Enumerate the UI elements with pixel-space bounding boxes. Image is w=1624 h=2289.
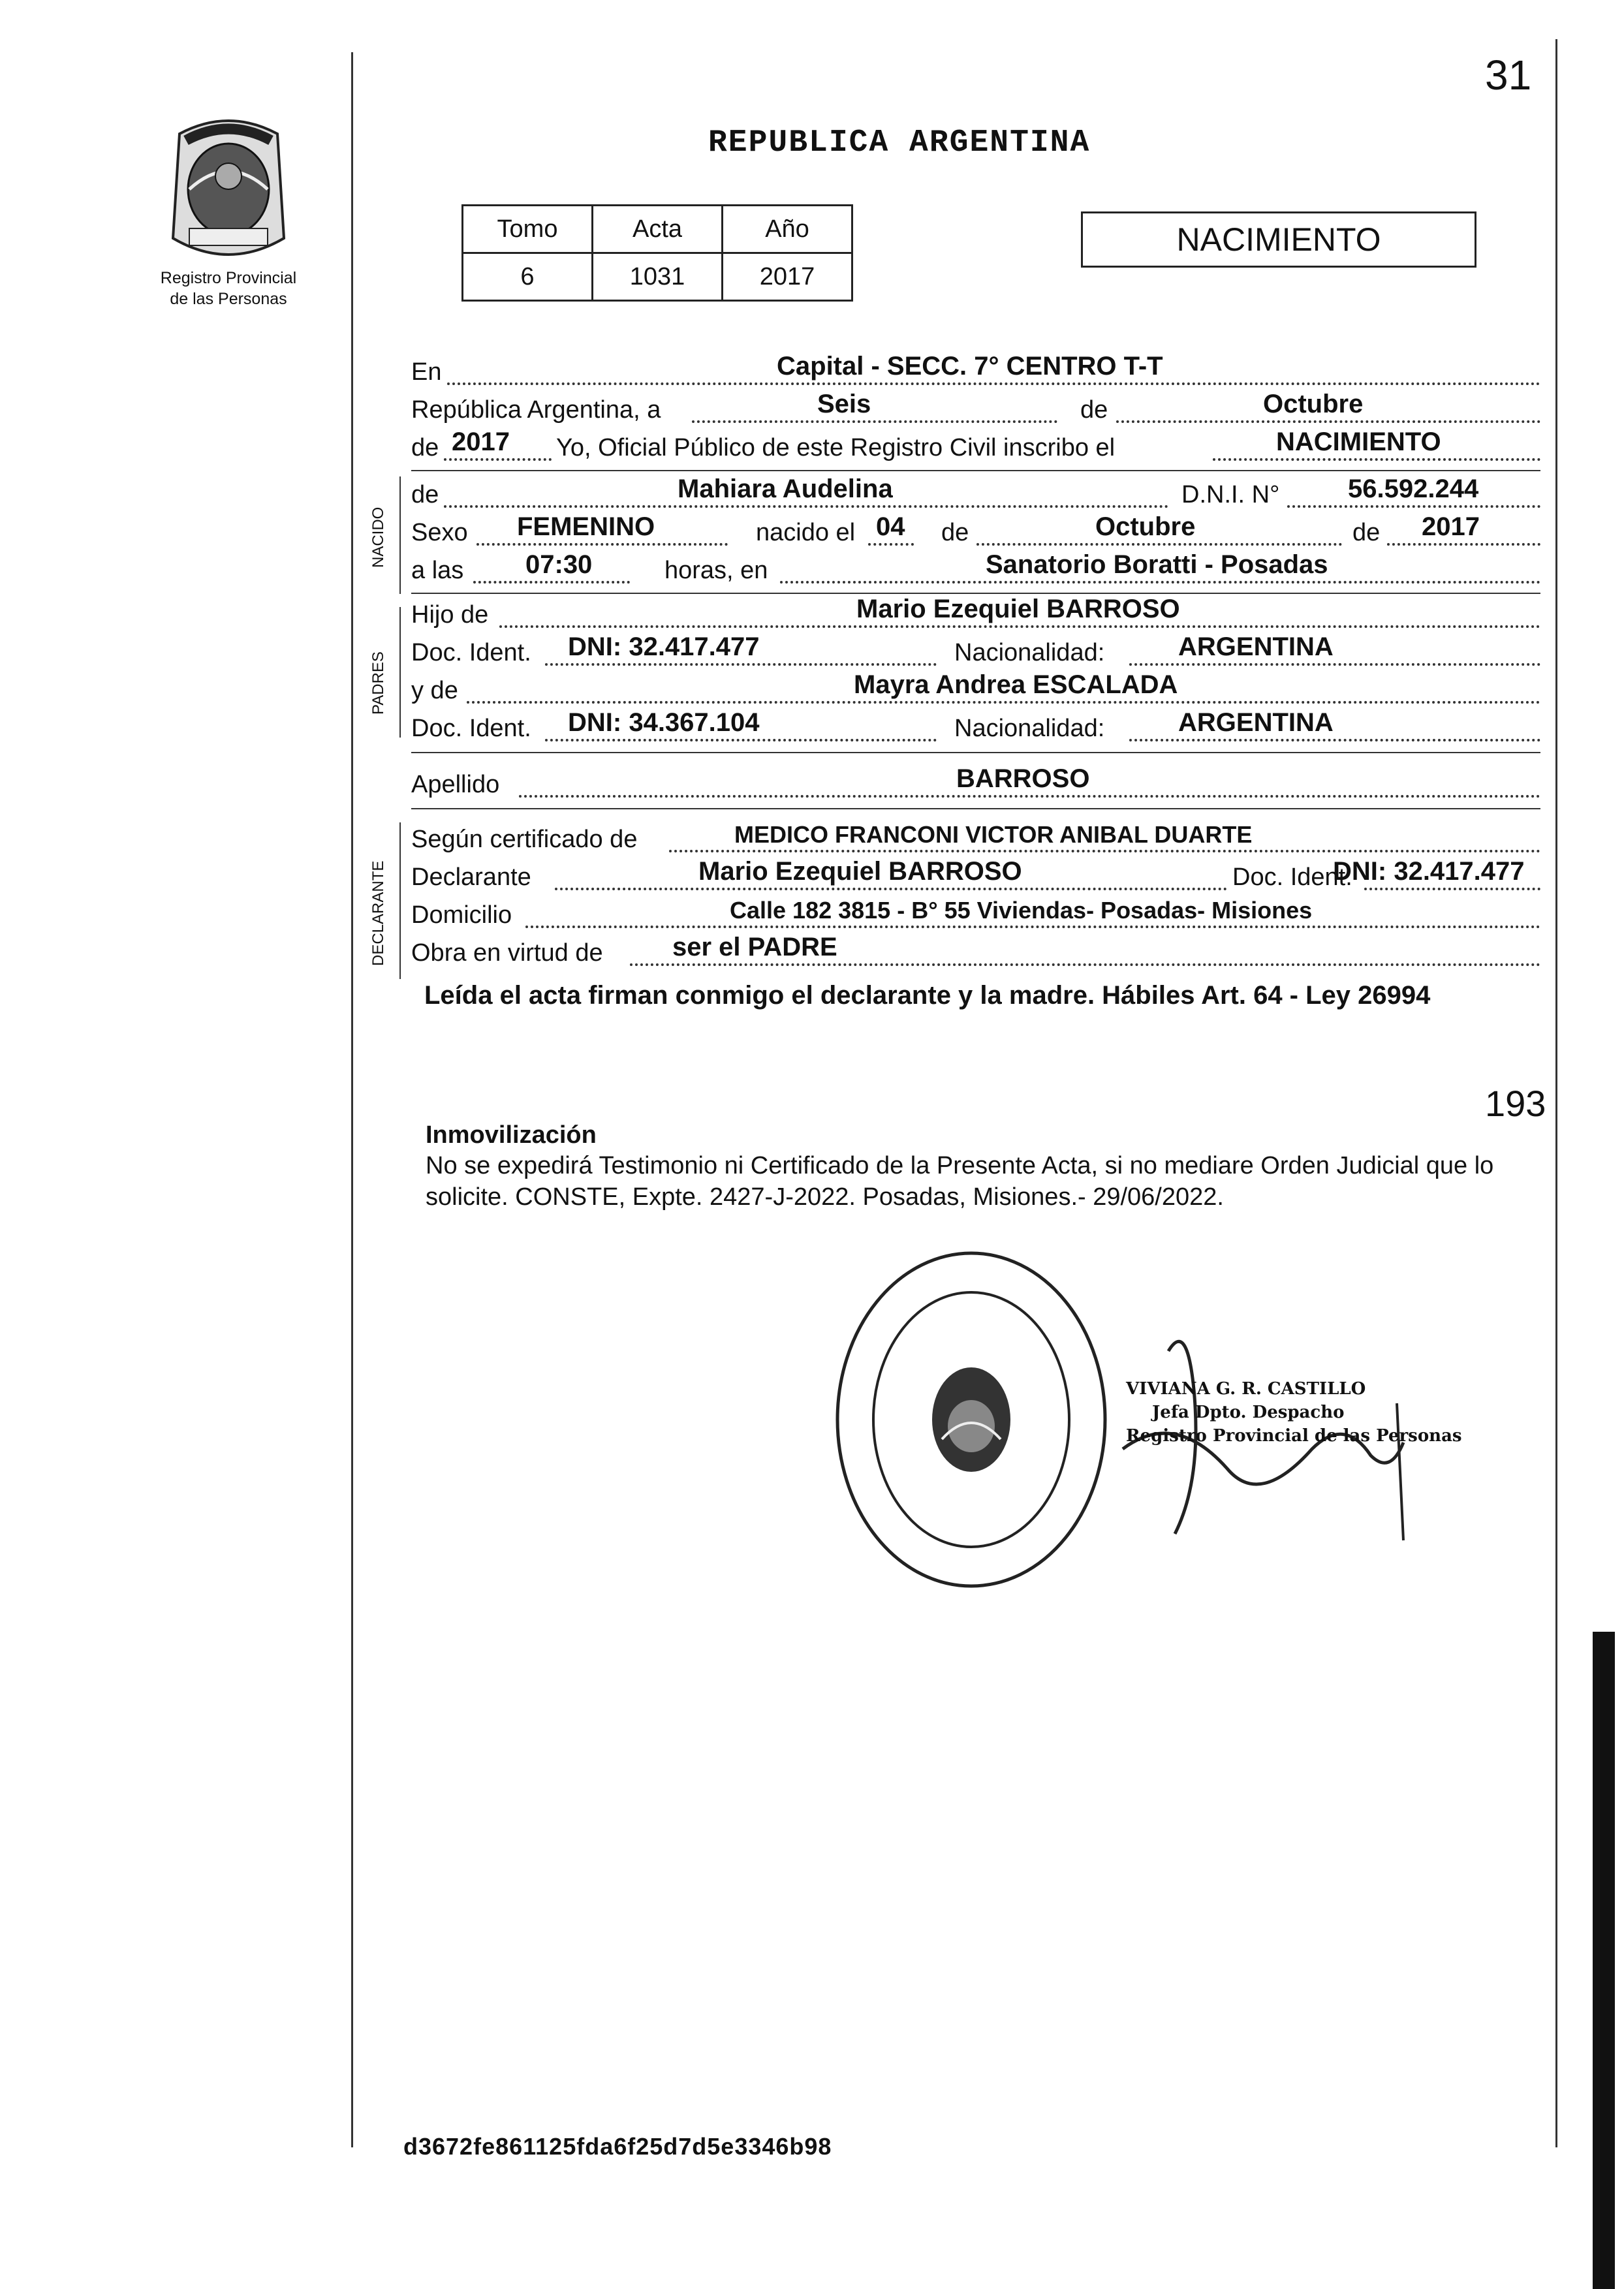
row-declarante bbox=[411, 858, 1540, 894]
official-seal-icon bbox=[828, 1243, 1115, 1596]
acta-header-acta: Acta bbox=[593, 206, 723, 253]
label-domicilio: Domicilio bbox=[411, 901, 512, 929]
value-republica: Seis bbox=[817, 390, 871, 418]
value-de-mes: Octubre bbox=[1263, 390, 1364, 418]
province-emblem-icon bbox=[160, 114, 297, 264]
row-yo bbox=[411, 428, 1540, 465]
value-nac-padre: ARGENTINA bbox=[1178, 632, 1334, 661]
inmovilizacion-text: No se expedirá Testimonio ni Certificado de la Presente Acta, si no mediare Orden Judicial que lo solicite. CONSTE, Expte. 2427-J-2022. Posadas, Misiones.- 29/06/2022. bbox=[426, 1152, 1494, 1211]
row-a-las bbox=[411, 551, 1540, 587]
logo-caption bbox=[117, 268, 339, 309]
acta-value-acta: 1031 bbox=[593, 253, 723, 301]
logo-caption-line2: de las Personas bbox=[170, 290, 287, 308]
value-doc-padre: DNI: 32.417.477 bbox=[568, 632, 760, 661]
value-de-anio: 2017 bbox=[452, 428, 510, 456]
label-doc-padre: Doc. Ident. bbox=[411, 639, 531, 666]
label-certificado: Según certificado de bbox=[411, 826, 638, 853]
label-dni: D.N.I. N° bbox=[1181, 481, 1280, 508]
acta-header-tomo: Tomo bbox=[463, 206, 593, 253]
row-y-de bbox=[411, 671, 1540, 708]
section-label-nacido: NACIDO bbox=[369, 506, 387, 568]
value-obra: ser el PADRE bbox=[672, 933, 837, 961]
acta-value-tomo: 6 bbox=[463, 253, 593, 301]
acta-value-anio: 2017 bbox=[723, 253, 852, 301]
value-en: Capital - SECC. 7° CENTRO T-T bbox=[777, 352, 1163, 381]
row-hijo-de bbox=[411, 595, 1540, 632]
page-number: 31 bbox=[1485, 52, 1532, 99]
row-nombre bbox=[411, 475, 1540, 512]
section-label-padres: PADRES bbox=[369, 651, 387, 715]
row-sexo bbox=[411, 513, 1540, 550]
separator-3 bbox=[411, 752, 1540, 753]
right-margin-line bbox=[1555, 39, 1557, 2147]
row-domicilio bbox=[411, 895, 1540, 932]
label-nac-madre: Nacionalidad: bbox=[954, 715, 1105, 742]
value-nacido-de: Octubre bbox=[1095, 512, 1196, 541]
signature-stamp-line2: Jefa Dpto. Despacho bbox=[1152, 1403, 1345, 1422]
acta-table bbox=[461, 204, 853, 302]
value-y-de: Mayra Andrea ESCALADA bbox=[854, 670, 1178, 699]
value-certificado: MEDICO FRANCONI VICTOR ANIBAL DUARTE bbox=[734, 821, 1253, 848]
value-nacido-el: 04 bbox=[876, 512, 905, 541]
label-yo: Yo, Oficial Público de este Registro Civil inscribo el bbox=[556, 434, 1116, 461]
acta-header-anio: Año bbox=[723, 206, 852, 253]
closing-note: Leída el acta firman conmigo el declarante y la madre. Hábiles Art. 64 - Ley 26994 bbox=[424, 981, 1431, 1010]
label-de-nombre: de bbox=[411, 481, 439, 508]
label-y-de: y de bbox=[411, 677, 458, 704]
signature-stamp-line1: VIVIANA G. R. CASTILLO bbox=[1126, 1379, 1366, 1399]
inmovilizacion-title: Inmovilización bbox=[426, 1121, 597, 1149]
signature-stamp bbox=[1126, 1377, 1462, 1448]
value-hijo-de: Mario Ezequiel BARROSO bbox=[856, 595, 1180, 623]
row-doc-madre bbox=[411, 709, 1540, 745]
value-de-nombre: Mahiara Audelina bbox=[678, 475, 893, 503]
label-obra: Obra en virtud de bbox=[411, 939, 603, 967]
folio-number: 193 bbox=[1485, 1083, 1546, 1124]
label-doc-declarante: Doc. Ident. bbox=[1232, 864, 1352, 891]
label-horas-en: horas, en bbox=[664, 557, 768, 584]
right-edge-bar bbox=[1593, 1632, 1615, 2289]
label-nacido-de-anio: de bbox=[1352, 519, 1381, 546]
tipo-box: NACIMIENTO bbox=[1081, 211, 1476, 268]
label-sexo: Sexo bbox=[411, 519, 468, 546]
value-apellido: BARROSO bbox=[956, 764, 1090, 793]
value-declarante: Mario Ezequiel BARROSO bbox=[698, 857, 1022, 886]
value-domicilio: Calle 182 3815 - B° 55 Viviendas- Posadas- Misiones bbox=[730, 897, 1313, 924]
separator-4 bbox=[411, 808, 1540, 809]
section-bar-nacido bbox=[399, 476, 401, 594]
label-apellido: Apellido bbox=[411, 771, 500, 798]
value-dni: 56.592.244 bbox=[1348, 475, 1479, 503]
value-doc-declarante: DNI: 32.417.477 bbox=[1333, 857, 1525, 886]
row-certificado bbox=[411, 820, 1540, 856]
label-doc-madre: Doc. Ident. bbox=[411, 715, 531, 742]
value-sexo: FEMENINO bbox=[517, 512, 655, 541]
row-apellido bbox=[411, 765, 1540, 802]
value-horas-en: Sanatorio Boratti - Posadas bbox=[986, 550, 1328, 579]
label-republica: República Argentina, a bbox=[411, 396, 661, 424]
section-bar-declarante bbox=[399, 822, 401, 979]
value-nac-madre: ARGENTINA bbox=[1178, 708, 1334, 737]
value-doc-madre: DNI: 34.367.104 bbox=[568, 708, 760, 737]
row-republica bbox=[411, 390, 1540, 427]
label-nacido-de: de bbox=[941, 519, 969, 546]
label-de-mes: de bbox=[1080, 396, 1108, 424]
signature-stamp-line3: Registro Provincial de las Personas bbox=[1126, 1426, 1462, 1446]
label-a-las: a las bbox=[411, 557, 464, 584]
document-title: REPUBLICA ARGENTINA bbox=[708, 125, 1091, 161]
left-margin-line bbox=[351, 52, 353, 2147]
label-nac-padre: Nacionalidad: bbox=[954, 639, 1105, 666]
value-yo: NACIMIENTO bbox=[1276, 428, 1441, 456]
row-en bbox=[411, 352, 1540, 389]
row-doc-padre bbox=[411, 633, 1540, 670]
label-declarante: Declarante bbox=[411, 864, 531, 891]
separator-2 bbox=[411, 593, 1540, 594]
logo-caption-line1: Registro Provincial bbox=[160, 269, 297, 287]
label-hijo-de: Hijo de bbox=[411, 601, 489, 629]
row-obra bbox=[411, 933, 1540, 970]
section-label-declarante: DECLARANTE bbox=[369, 860, 387, 966]
official-seal bbox=[828, 1243, 1115, 1596]
label-nacido-el: nacido el bbox=[756, 519, 856, 546]
separator-1 bbox=[411, 470, 1540, 471]
province-emblem bbox=[160, 114, 297, 264]
section-bar-padres bbox=[399, 607, 401, 738]
document-hash: d3672fe861125fda6f25d7d5e3346b98 bbox=[403, 2133, 832, 2160]
label-en: En bbox=[411, 358, 442, 386]
label-de-anio: de bbox=[411, 434, 439, 461]
value-nacido-de-anio: 2017 bbox=[1422, 512, 1480, 541]
value-a-las: 07:30 bbox=[525, 550, 593, 579]
